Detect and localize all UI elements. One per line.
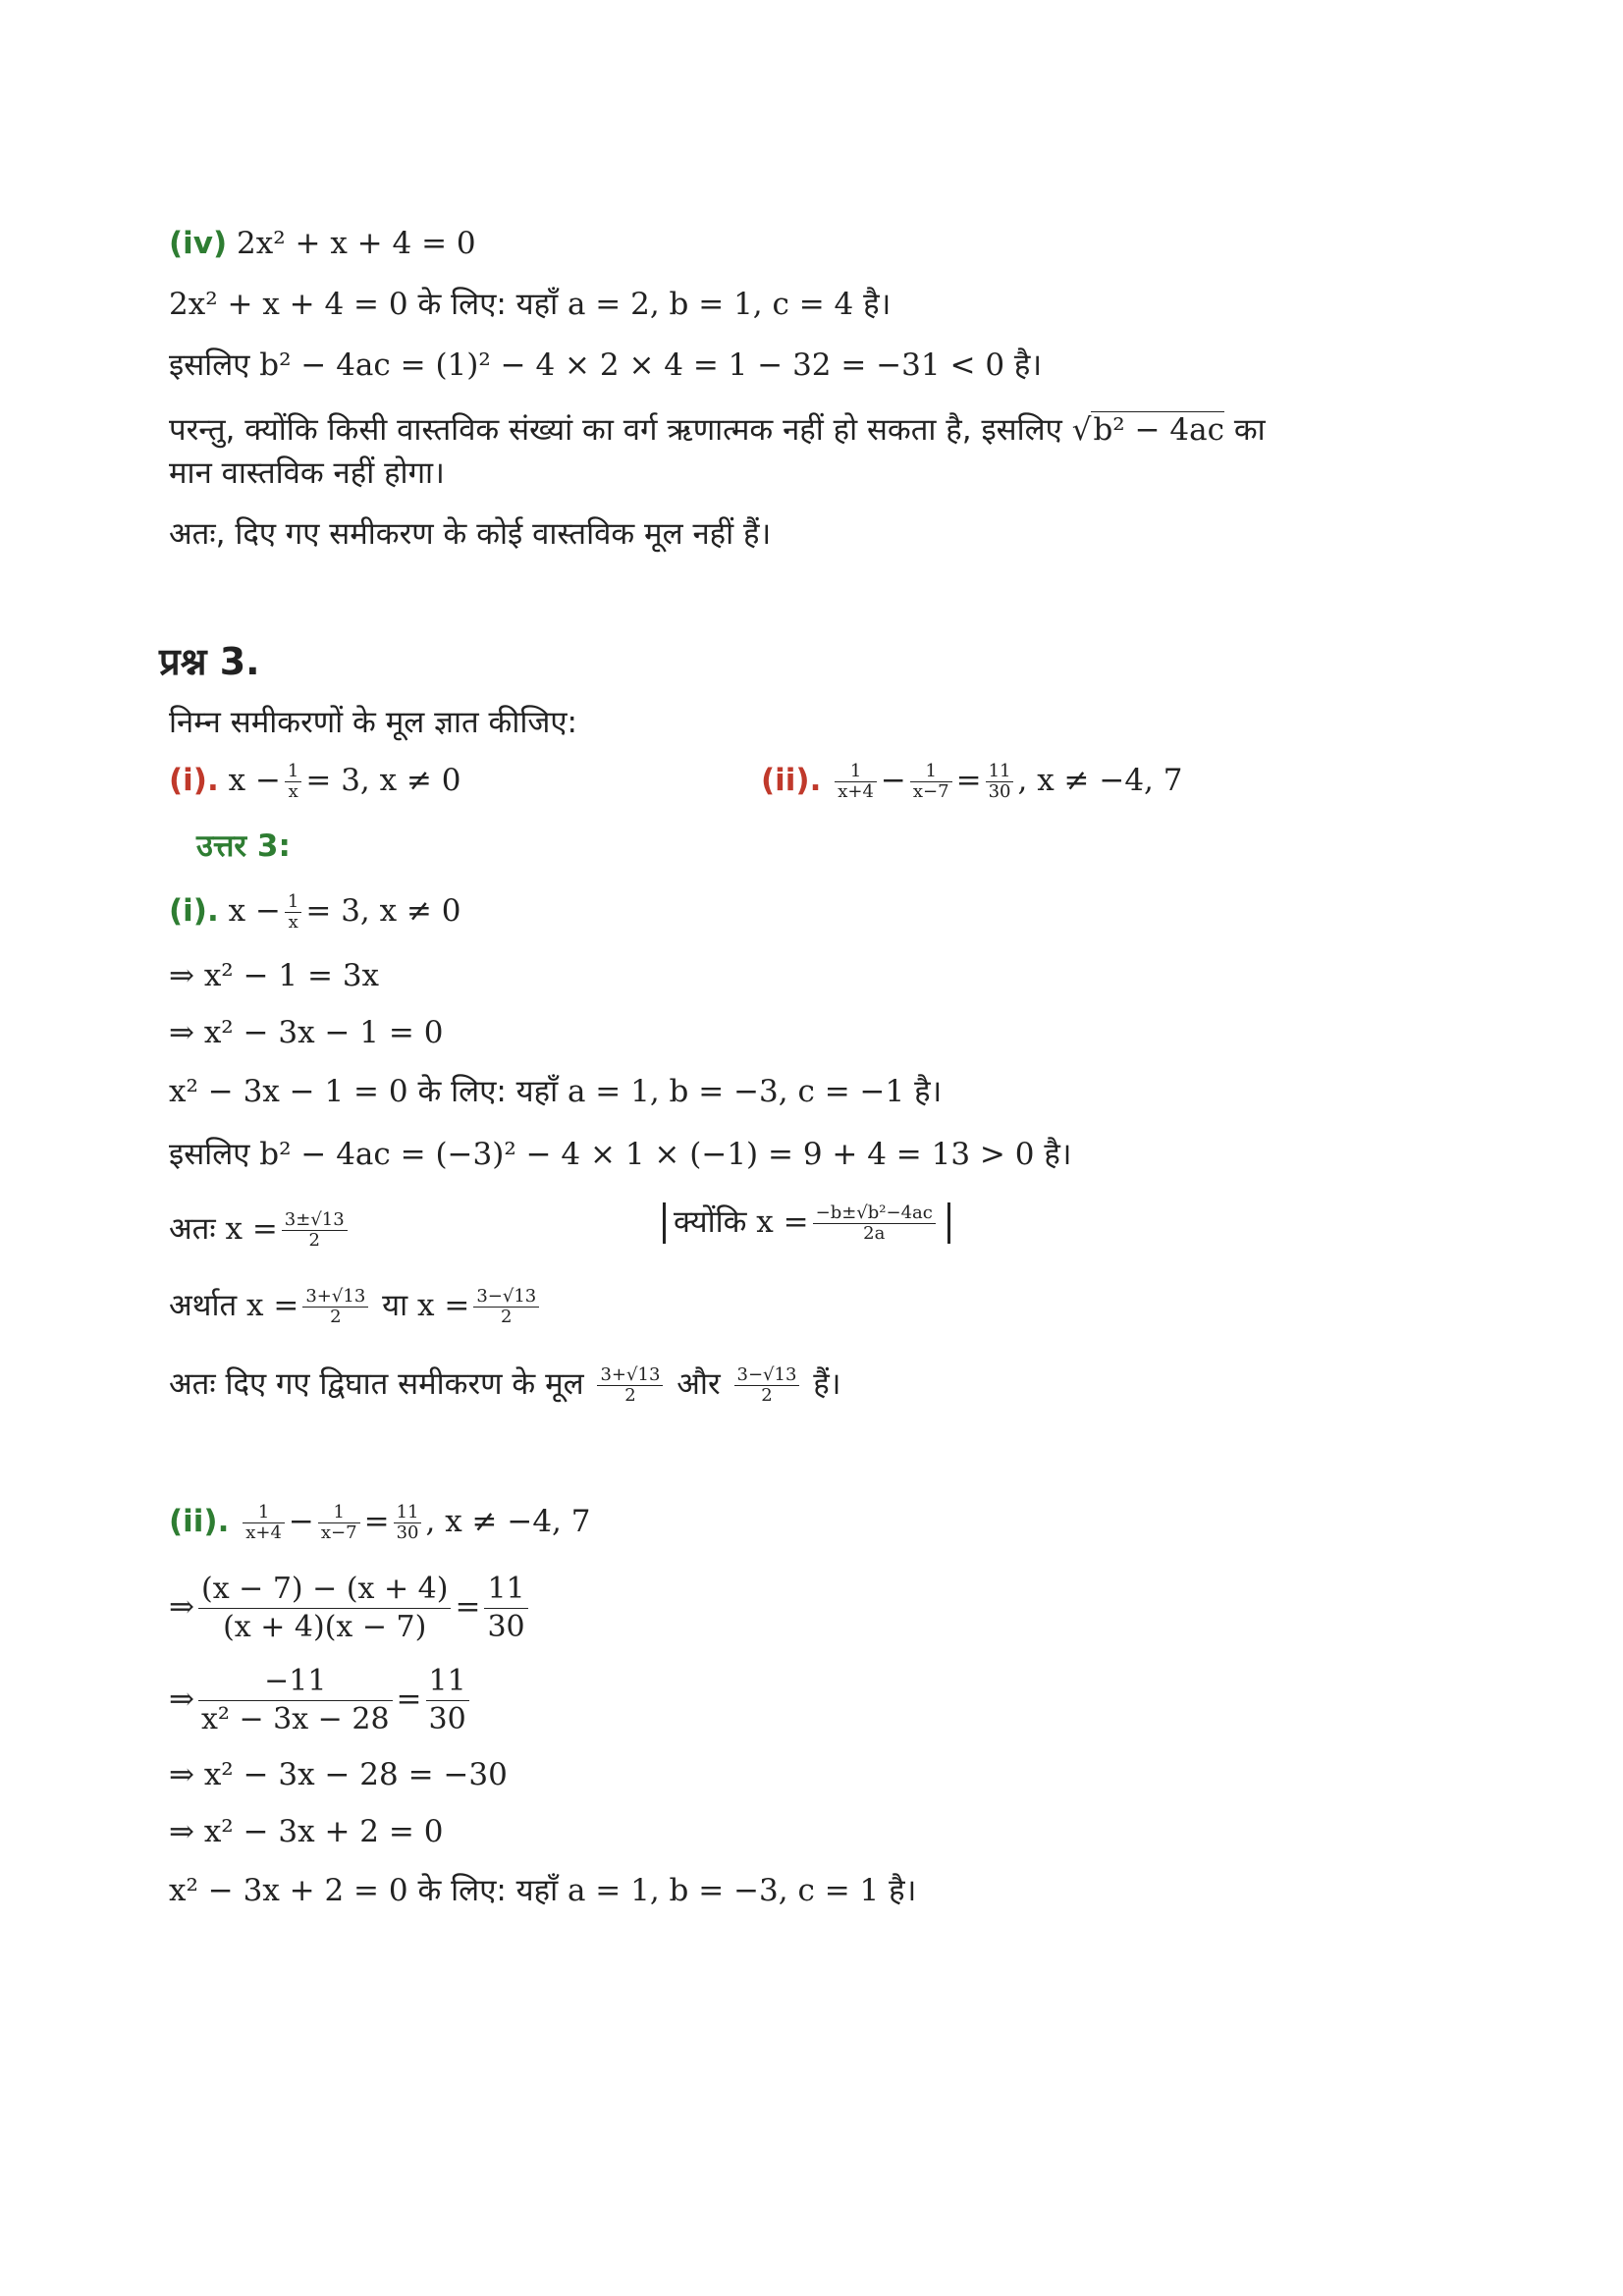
- ans-i-expr-b: = 3, x ≠ 0: [305, 893, 461, 929]
- q3-i-expr-b: = 3, x ≠ 0: [305, 763, 461, 798]
- answer-ii-step-4-math: ⇒ x² − 3x + 2 = 0: [169, 1814, 444, 1849]
- answer-ii-step-4: [169, 1812, 443, 1851]
- ans-part-ii-label: (ii).: [169, 1504, 230, 1539]
- answer-ii-step-5-end: है।: [879, 1873, 917, 1908]
- answer-step-3-end: है।: [904, 1074, 943, 1109]
- q3-i-expr-a: x −: [228, 763, 281, 798]
- answer-ii-step-1-eq: =: [455, 1589, 481, 1625]
- answer-step-7-den2: 2: [761, 1385, 773, 1406]
- answer-part-ii-statement: [169, 1502, 591, 1543]
- answer-step-7-and: और: [667, 1366, 730, 1402]
- answer-step-7-num1: 3+√13: [597, 1365, 663, 1386]
- answer-ii-step-2-num: −11: [198, 1663, 393, 1701]
- formula-den: 2a: [863, 1222, 886, 1244]
- question-3-title: प्रश्न 3.: [159, 640, 260, 683]
- answer-ii-step-3: [169, 1755, 508, 1794]
- answer-step-5-den: 2: [308, 1230, 320, 1251]
- answer-ii-step-5-math: x² − 3x + 2 = 0: [169, 1873, 408, 1908]
- answer-step-7-num2: 3−√13: [734, 1365, 800, 1386]
- q3-i-num: 1: [285, 762, 301, 782]
- answer-3-title: उत्तर 3:: [196, 828, 291, 864]
- q3-ii-tail: , x ≠ −4, 7: [1017, 763, 1183, 798]
- iv-statement: [169, 224, 476, 263]
- answer-ii-step-1-rden: 30: [487, 1610, 525, 1644]
- answer-ii-step-1-arrow: ⇒: [169, 1589, 194, 1625]
- iv-coeff-vals: a = 2, b = 1, c = 4: [567, 287, 854, 322]
- ans-ii-den1: x+4: [245, 1522, 282, 1543]
- ans-i-expr-a: x −: [228, 893, 281, 929]
- ans-ii-eq: =: [363, 1504, 390, 1539]
- answer-ii-step-1: [169, 1571, 532, 1646]
- answer-step-7: [169, 1364, 841, 1406]
- answer-step-7-text: अतः दिए गए द्विघात समीकरण के मूल: [169, 1366, 594, 1402]
- answer-ii-step-3-math: ⇒ x² − 3x − 28 = −30: [169, 1757, 508, 1792]
- question-3-intro: [169, 703, 577, 742]
- iv-coeff-end: है।: [853, 287, 892, 322]
- iv-coeff-text: के लिए: यहाँ: [407, 287, 568, 322]
- answer-ii-step-2-rnum: 11: [426, 1663, 469, 1701]
- question-3-heading: [159, 638, 260, 688]
- answer-step-7-end: हैं।: [803, 1366, 841, 1402]
- answer-ii-step-2-rden: 30: [428, 1702, 466, 1736]
- answer-step-5-num: 3±√13: [282, 1210, 348, 1231]
- ans-part-i-label: (i).: [169, 893, 219, 929]
- answer-ii-step-1-den: (x + 4)(x − 7): [223, 1610, 427, 1644]
- ans-ii-num2: 1: [318, 1503, 360, 1523]
- answer-step-6-den2: 2: [501, 1307, 513, 1327]
- ans-ii-den2: x−7: [320, 1522, 357, 1543]
- q3-ii-den1: x+4: [838, 781, 874, 802]
- answer-ii-step-2-den: x² − 3x − 28: [200, 1702, 390, 1736]
- answer-step-1-math: ⇒ x² − 1 = 3x: [169, 958, 380, 993]
- answer-step-6-num1: 3+√13: [302, 1287, 368, 1308]
- answer-ii-step-5-vals: a = 1, b = −3, c = 1: [567, 1873, 880, 1908]
- answer-step-5: [169, 1209, 352, 1251]
- answer-step-1: [169, 956, 379, 995]
- q3-ii-den2: x−7: [912, 781, 949, 802]
- iv-conclusion-text: अतः, दिए गए समीकरण के कोई वास्तविक मूल नहीं हैं।: [169, 516, 772, 552]
- q3-ii-num2: 1: [910, 762, 952, 782]
- answer-step-7-den1: 2: [624, 1385, 636, 1406]
- iv-reason-sqrt: b² − 4ac: [1093, 412, 1224, 448]
- q3-ii-minus: −: [880, 763, 906, 798]
- ans-ii-tail: , x ≠ −4, 7: [425, 1504, 591, 1539]
- question-3-part-i: [169, 761, 461, 802]
- q3-ii-num3: 11: [986, 762, 1014, 782]
- q3-ii-num1: 1: [835, 762, 877, 782]
- question-3-part-ii: [761, 761, 1183, 802]
- answer-step-5-x: x =: [225, 1211, 278, 1247]
- q3-ii-eq: =: [955, 763, 982, 798]
- answer-step-3: [169, 1072, 942, 1111]
- iv-reason-text: परन्तु, क्योंकि किसी वास्तविक संख्यां का वर्ग ऋणात्मक नहीं हो सकता है, इसलिए: [169, 412, 1072, 448]
- iv-disc-math: b² − 4ac = (1)² − 4 × 2 × 4 = 1 − 32 = −31 < 0: [259, 347, 1005, 383]
- answer-ii-step-2-eq: =: [396, 1682, 422, 1717]
- answer-part-i-statement: [169, 891, 461, 933]
- formula-num: −b±√b²−4ac: [813, 1203, 936, 1224]
- answer-step-6-x1: x =: [246, 1288, 299, 1323]
- iv-reason-text2: मान वास्तविक नहीं होगा।: [169, 455, 445, 491]
- q3-part-i-label: (i).: [169, 763, 219, 798]
- answer-step-2-math: ⇒ x² − 3x − 1 = 0: [169, 1015, 444, 1050]
- ans-i-den: x: [288, 912, 298, 933]
- iv-coefficients: [169, 285, 891, 324]
- q3-part-ii-label: (ii).: [761, 763, 822, 798]
- answer-step-6-or: या: [372, 1288, 417, 1323]
- ans-ii-num3: 11: [394, 1503, 422, 1523]
- answer-step-6-x2: x =: [417, 1288, 470, 1323]
- iv-disc-end: है।: [1004, 347, 1043, 383]
- ans-i-num: 1: [285, 892, 301, 913]
- answer-step-4-end: है।: [1034, 1137, 1072, 1172]
- answer-step-6: [169, 1286, 543, 1327]
- answer-step-3-text: के लिए: यहाँ: [407, 1074, 568, 1109]
- iv-equation: 2x² + x + 4 = 0: [237, 226, 476, 261]
- answer-ii-step-2-arrow: ⇒: [169, 1682, 194, 1717]
- question-3-intro-text: निम्न समीकरणों के मूल ज्ञात कीजिए:: [169, 705, 577, 740]
- answer-step-6-den1: 2: [330, 1307, 342, 1327]
- ans-ii-den3: 30: [396, 1522, 419, 1543]
- ans-ii-minus: −: [288, 1504, 314, 1539]
- answer-ii-step-1-rnum: 11: [484, 1571, 527, 1609]
- answer-step-6-text: अर्थात: [169, 1288, 247, 1323]
- answer-step-2: [169, 1013, 443, 1052]
- q3-i-den: x: [288, 781, 298, 802]
- answer-ii-step-5-text: के लिए: यहाँ: [407, 1873, 568, 1908]
- ans-ii-num1: 1: [243, 1503, 285, 1523]
- answer-ii-step-2: [169, 1663, 473, 1738]
- iv-reason-end: का: [1223, 412, 1266, 448]
- iv-reason-line2: [169, 454, 445, 493]
- iv-conclusion: [169, 514, 771, 554]
- answer-step-6-num2: 3−√13: [473, 1287, 539, 1308]
- answer-step-3-math: x² − 3x − 1 = 0: [169, 1074, 408, 1109]
- iv-discriminant: [169, 346, 1042, 385]
- answer-step-4-math: b² − 4ac = (−3)² − 4 × 1 × (−1) = 9 + 4 = 13 > 0: [259, 1137, 1035, 1172]
- answer-step-4-text: इसलिए: [169, 1137, 260, 1172]
- answer-ii-step-5: [169, 1871, 916, 1910]
- answer-ii-step-1-num: (x − 7) − (x + 4): [198, 1571, 451, 1609]
- quadratic-formula-note: [663, 1201, 950, 1244]
- answer-step-4: [169, 1135, 1072, 1174]
- iv-disc-text: इसलिए: [169, 347, 260, 383]
- answer-3-heading: [196, 827, 291, 866]
- answer-step-3-vals: a = 1, b = −3, c = −1: [567, 1074, 905, 1109]
- q3-ii-den3: 30: [988, 781, 1011, 802]
- iv-label: (iv): [169, 226, 228, 261]
- formula-text: क्योंकि: [674, 1203, 757, 1240]
- formula-x: x =: [756, 1203, 809, 1240]
- answer-step-5-text: अतः: [169, 1211, 226, 1247]
- iv-reason-line1: परन्तु, क्योंकि किसी वास्तविक संख्यां का वर्ग ऋणात्मक नहीं हो सकता है, इसलिए √b² − 4ac का: [169, 412, 1266, 448]
- iv-coeff-eq: 2x² + x + 4 = 0: [169, 287, 408, 322]
